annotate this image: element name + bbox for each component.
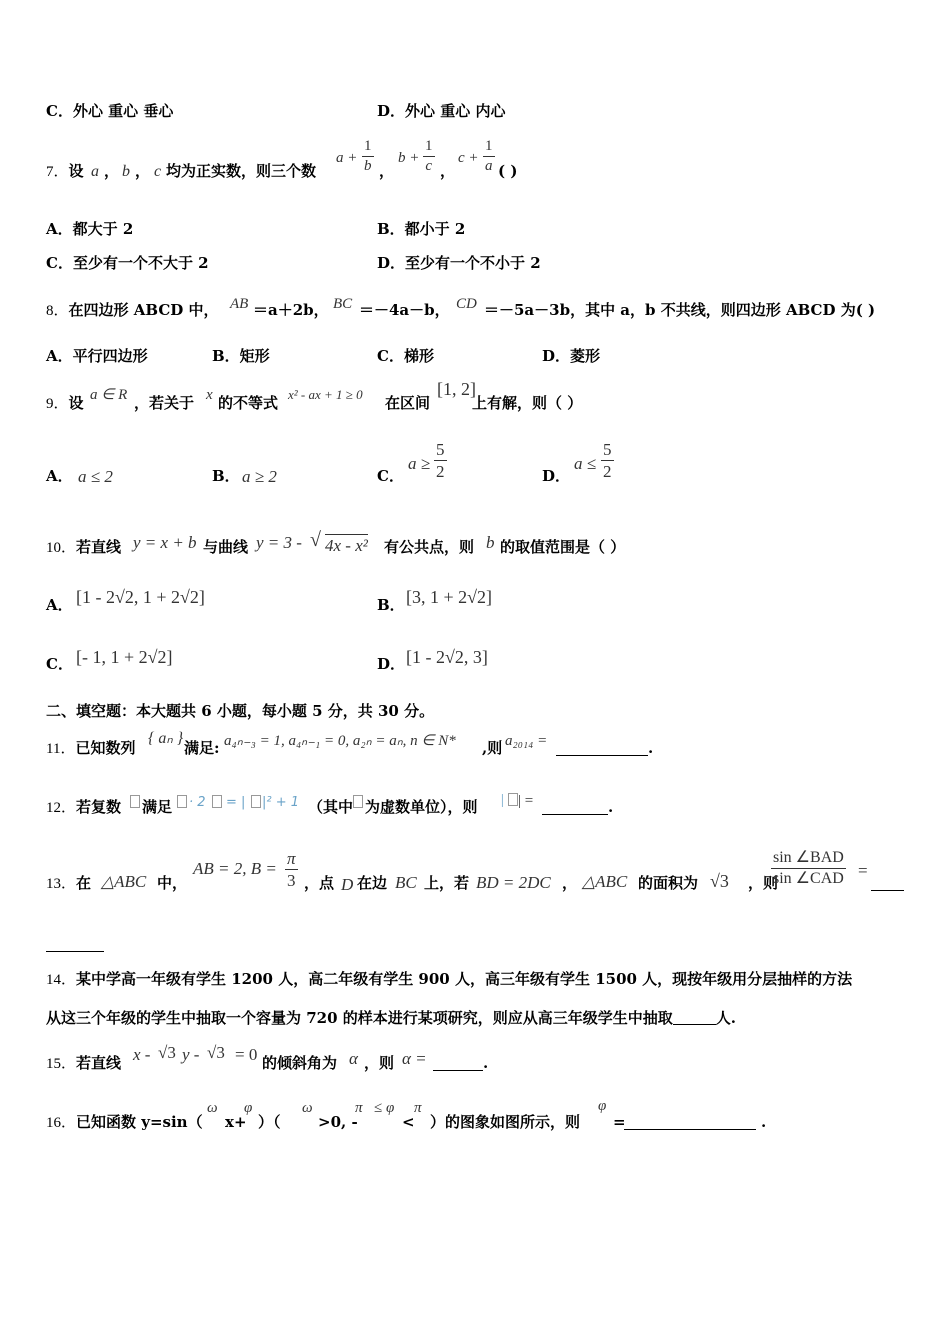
q16-math-2: φ — [244, 1100, 253, 1116]
q10-math-2b: 4x - x² — [325, 536, 368, 555]
q9-option-b-label: B． — [212, 467, 240, 485]
q10-text-4: 的取值范围是（ ） — [500, 538, 626, 556]
q9-math-4: [1, 2] — [437, 379, 476, 399]
q16-text-3: ）（ — [258, 1113, 281, 1131]
q8-option-b: B．矩形 — [212, 347, 270, 365]
q8-number: 8． — [46, 303, 69, 319]
q7-expr3-lead: c + — [458, 150, 479, 166]
q15-text-3: ，则 — [364, 1054, 395, 1072]
q7-expr1-frac: $\frac{1}{b}$ — [364, 138, 372, 174]
q12-z-placeholder-3 — [212, 795, 222, 810]
q9-option-c-label: C． — [377, 467, 404, 485]
q9-text-1: 设 — [68, 394, 84, 412]
q11-math-2: a₄ₙ₋₃ = 1, a₄ₙ₋₁ = 0, a₂ₙ = aₙ, n ∈ N* — [224, 733, 456, 749]
q10-option-d: [1 - 2√2, 3] — [406, 647, 488, 667]
q7-expr2-frac: $\frac{1}{c}$ — [425, 138, 433, 174]
q16-math-1: ω — [207, 1100, 218, 1116]
q16-text-7: = — [613, 1113, 626, 1131]
q10-option-a-label: A． — [46, 596, 73, 614]
q14-text-1: 某中学高一年级有学生 1200 人，高二年级有学生 900 人，高三年级有学生 1500 人，现按年级用分层抽样的方法 — [76, 970, 853, 988]
q13-math-9: = — [858, 861, 868, 880]
q11-math-1: { aₙ } — [148, 730, 184, 747]
q15-period: . — [483, 1054, 489, 1072]
q7-comma3: ， — [379, 162, 395, 180]
q12-math-3: |² + 1 — [262, 795, 300, 810]
q10-sqrt-sign: √ — [310, 529, 321, 551]
q7-expr2-lead: b + — [398, 150, 420, 166]
q11-answer-line — [556, 741, 648, 757]
q10-math-1: y = x + b — [133, 533, 197, 552]
q11-text-1: 已知数列 — [75, 739, 136, 757]
q16-stem — [46, 1115, 203, 1131]
q15-number: 15． — [46, 1056, 77, 1072]
q12-z-placeholder-5 — [508, 793, 518, 808]
q14-number: 14． — [46, 972, 77, 988]
q16-number: 16． — [46, 1115, 77, 1131]
q11-stem — [46, 741, 135, 757]
q7-option-b: B．都小于 2 — [377, 220, 466, 238]
q12-z-placeholder-2 — [177, 795, 187, 810]
q9-stem — [46, 396, 84, 412]
q13-math-2: AB = 2, B = — [193, 859, 277, 878]
q12-text-2: 满足 — [142, 798, 173, 816]
q9-option-b: a ≥ 2 — [242, 467, 277, 486]
q9-option-a-label: A． — [46, 467, 73, 485]
q15-answer-line — [433, 1056, 483, 1072]
q7-comma2: ， — [135, 162, 151, 180]
q13-answer-line-1 — [871, 876, 904, 892]
q7-option-c: C．至少有一个不大于 2 — [46, 254, 209, 272]
q8-option-c: C．梯形 — [377, 347, 434, 365]
q7-comma1: ， — [104, 162, 120, 180]
q8-vec-ab: AB — [230, 296, 249, 312]
q14-line-1 — [46, 972, 852, 988]
q12-text-3: （其中 — [308, 798, 354, 816]
q10-math-2: y = 3 - — [256, 533, 302, 552]
q13-text-3: ，点 — [304, 874, 335, 892]
q8-stem — [46, 303, 219, 319]
q10-text-3: 有公共点，则 — [384, 538, 475, 556]
q12-stem — [46, 800, 121, 816]
q11-math-3: a₂₀₁₄ = — [505, 733, 548, 749]
q13-text-4: 在边 — [357, 874, 388, 892]
q9-option-a: a ≤ 2 — [78, 467, 113, 486]
q13-math-1: △ABC — [101, 872, 147, 891]
q13-math-6: △ABC — [582, 872, 628, 891]
q8-vec-cd: CD — [456, 296, 477, 312]
q15-math-1b: √3 — [158, 1043, 176, 1062]
q10-math-3: b — [486, 533, 495, 552]
q6-option-d: D．外心 重心 内心 — [377, 102, 506, 120]
q15-math-1c: y - — [182, 1045, 200, 1064]
q10-text-1: 若直线 — [76, 538, 122, 556]
q12-number: 12． — [46, 800, 77, 816]
q13-text-5: 上，若 — [424, 874, 470, 892]
q13-math-5: BD = 2DC — [476, 873, 551, 892]
q8-eq2: ＝－4a－b， — [359, 301, 450, 319]
q15-text-2: 的倾斜角为 — [262, 1054, 338, 1072]
q13-text-8: ，则 — [748, 874, 779, 892]
q15-stem — [46, 1056, 121, 1072]
q9-math-1: a ∈ R — [90, 387, 128, 403]
q8-option-d: D．菱形 — [542, 347, 601, 365]
q7-text-b: 均为正实数，则三个数 — [166, 162, 317, 180]
q7-paren: ( ) — [498, 162, 518, 180]
q16-math-3: ω — [302, 1100, 313, 1116]
q12-z-placeholder-1 — [130, 795, 140, 810]
q7-var-b: b — [122, 163, 130, 180]
q13-math-2-frac: $\frac{\pi}{3}$ — [287, 849, 296, 890]
q9-number: 9． — [46, 396, 69, 412]
q15-math-1: x - — [133, 1045, 151, 1064]
q15-math-3: α = — [402, 1049, 427, 1068]
q16-math-7: φ — [598, 1098, 607, 1114]
q16-math-4: π — [355, 1100, 363, 1116]
q7-option-d: D．至少有一个不小于 2 — [377, 254, 541, 272]
q7-number: 7． — [46, 164, 69, 180]
q12-math-2: = | — [226, 795, 246, 810]
q8-text: 在四边形 ABCD 中， — [68, 301, 219, 319]
q8-vec-bc: BC — [333, 296, 353, 312]
q9-option-c-lead: a ≥ — [408, 454, 431, 473]
q9-math-2: x — [206, 387, 213, 403]
q7-option-a: A．都大于 2 — [46, 220, 134, 238]
q7-var-a: a — [91, 163, 99, 180]
q12-answer-line — [542, 800, 608, 816]
q15-math-1d: √3 — [207, 1043, 225, 1062]
q11-text-3: ,则 — [482, 739, 503, 757]
q15-text-1: 若直线 — [76, 1054, 122, 1072]
q9-option-d-lead: a ≤ — [574, 454, 597, 473]
q16-text-2: x+ — [225, 1113, 247, 1131]
q16-text-4: >0, - — [318, 1113, 358, 1131]
q10-number: 10． — [46, 540, 77, 556]
q14-line-2 — [46, 1010, 736, 1026]
q11-text-2: 满足: — [184, 739, 220, 757]
q9-text-3: 的不等式 — [218, 394, 279, 412]
q13-text-1: 在 — [76, 874, 92, 892]
q13-text-6: ， — [562, 874, 578, 892]
q9-text-2: ，若关于 — [134, 394, 195, 412]
q9-text-5: 上有解，则（ ） — [472, 394, 583, 412]
q12-text-1: 若复数 — [76, 798, 122, 816]
q15-math-1e: = 0 — [235, 1045, 258, 1064]
q14-answer-line — [673, 1010, 716, 1025]
q16-text-6: ）的图象如图所示，则 — [430, 1113, 581, 1131]
q11-period: . — [648, 739, 654, 757]
section-2-heading: 二、填空题：本大题共 6 小题，每小题 5 分，共 30 分。 — [46, 702, 435, 720]
q16-text-1: 已知函数 y=sin（ — [76, 1113, 203, 1131]
q13-math-3: D — [341, 875, 354, 894]
q16-period: . — [761, 1113, 767, 1131]
q12-i-placeholder — [353, 795, 363, 810]
q9-option-c-frac: $\frac{5}{2}$ — [436, 440, 445, 481]
q7-var-c: c — [154, 163, 162, 180]
q14-text-2: 从这三个年级的学生中抽取一个容量为 720 的样本进行某项研究，则应从高三年级学生中抽取 — [46, 1009, 673, 1027]
q8-eq3: ＝－5a－3b，其中 a，b 不共线，则四边形 ABCD 为( ) — [484, 301, 876, 319]
q10-option-b-label: B． — [377, 596, 405, 614]
q13-text-2: 中， — [157, 874, 188, 892]
q10-text-2: 与曲线 — [203, 538, 249, 556]
q7-expr1-lead: a + — [336, 150, 358, 166]
q12-z-placeholder-4 — [251, 795, 261, 810]
q16-answer-line — [624, 1115, 756, 1131]
q6-option-c: C．外心 重心 垂心 — [46, 102, 174, 120]
q7-stem — [46, 164, 84, 180]
q12-text-4: 为虚数单位），则 — [365, 798, 478, 816]
q16-math-5: ≤ φ — [374, 1100, 395, 1116]
q9-math-3: x² - ax + 1 ≥ 0 — [288, 387, 363, 402]
q14-text-3: 人. — [715, 1009, 736, 1027]
q9-option-d-frac: $\frac{5}{2}$ — [603, 440, 612, 481]
q12-math-4: | — [500, 792, 505, 808]
q12-math-5: | = — [518, 793, 534, 809]
q11-number: 11． — [46, 741, 76, 757]
q10-stem — [46, 540, 121, 556]
q13-answer-line-2 — [46, 937, 104, 953]
q16-math-6: π — [414, 1100, 422, 1116]
q10-option-a: [1 - 2√2, 1 + 2√2] — [76, 587, 205, 607]
q10-option-b: [3, 1 + 2√2] — [406, 587, 493, 607]
q8-eq1: ＝a＋2b， — [253, 301, 329, 319]
q10-option-c-label: C． — [46, 655, 73, 673]
q13-stem — [46, 876, 91, 892]
q7-comma4: ， — [440, 162, 456, 180]
q13-text-7: 的面积为 — [638, 874, 699, 892]
q12-math-1: · 2 — [189, 795, 206, 810]
q13-math-7: √3 — [710, 871, 729, 891]
q16-text-5: < — [402, 1113, 415, 1131]
q7-text-a: 设 — [68, 162, 84, 180]
q13-number: 13． — [46, 876, 77, 892]
q13-math-4: BC — [395, 873, 417, 892]
q9-text-4: 在区间 — [385, 394, 431, 412]
q9-option-d-label: D． — [542, 467, 571, 485]
q7-expr3-frac: $\frac{1}{a}$ — [485, 138, 493, 174]
q8-option-a: A．平行四边形 — [46, 347, 148, 365]
q12-period: . — [608, 798, 614, 816]
q13-math-8-frac: sin ∠BAD sin ∠CAD — [773, 849, 844, 887]
q15-math-2: α — [349, 1049, 358, 1068]
q10-option-c: [- 1, 1 + 2√2] — [76, 647, 173, 667]
q10-option-d-label: D． — [377, 655, 406, 673]
